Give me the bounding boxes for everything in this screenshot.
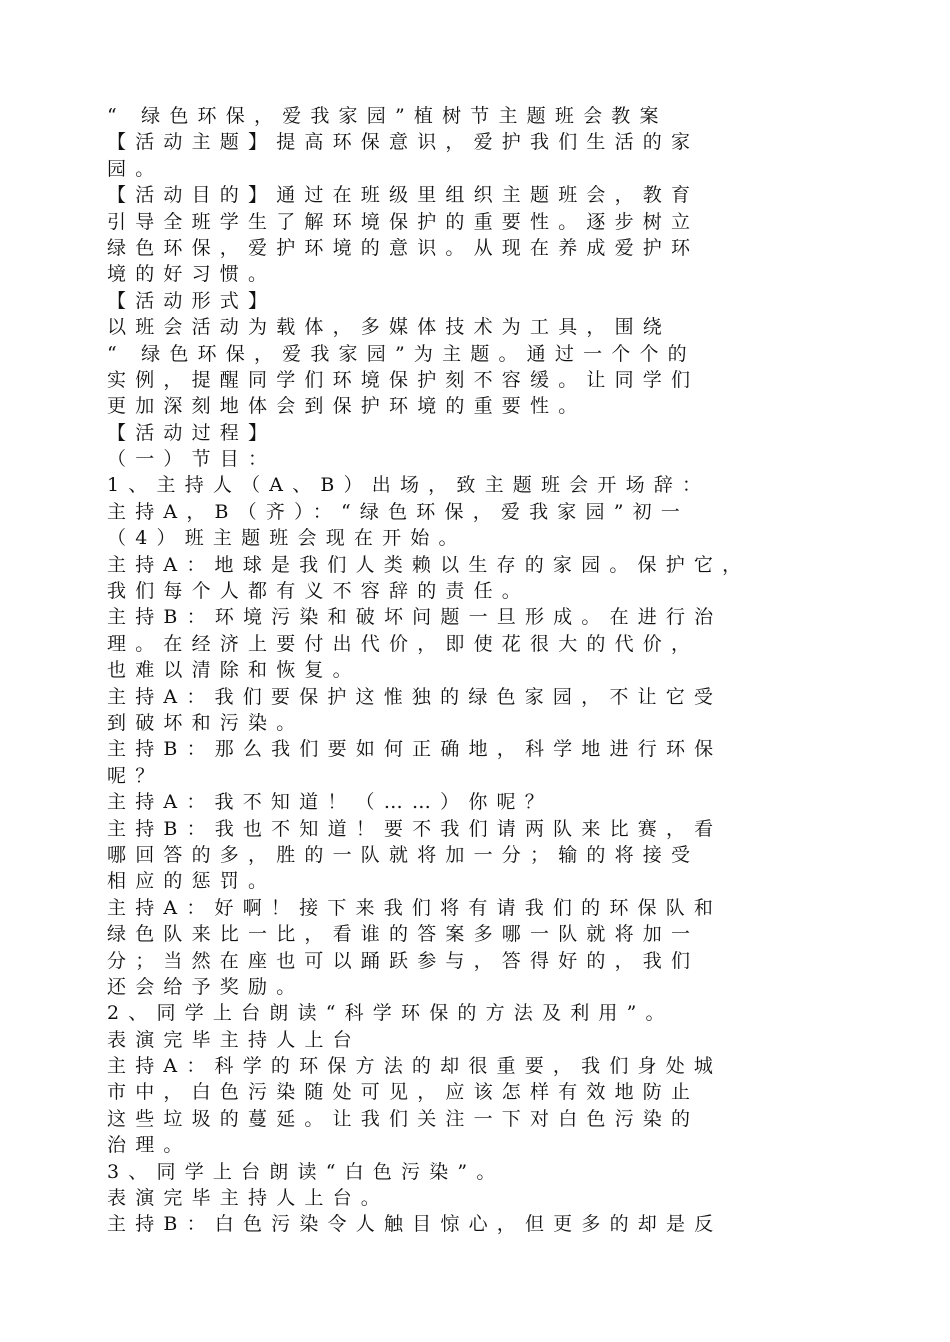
text-line: 主持B：白色污染令人触目惊心，但更多的却是反 <box>107 1213 723 1236</box>
text-line: （4）班主题班会现在开始。 <box>107 527 467 550</box>
text-line: 市中，白色污染随处可见，应该怎样有效地防止 <box>107 1081 700 1104</box>
text-line: 这些垃圾的蔓延。让我们关注一下对白色污染的 <box>107 1107 700 1130</box>
text-line: 引导全班学生了解环境保护的重要性。逐步树立 <box>107 210 700 233</box>
text-line: 治理。 <box>107 1134 192 1157</box>
text-line: 主持A：我不知道！（……）你呢？ <box>107 791 553 814</box>
text-line: 主持B：那么我们要如何正确地，科学地进行环保 <box>107 738 723 761</box>
text-line: 相应的惩罚。 <box>107 870 277 893</box>
subsection-heading: （一）节目： <box>107 448 277 471</box>
document-title: “ 绿色环保，爱我家园”植树节主题班会教案 <box>107 105 668 127</box>
text-line: 境的好习惯。 <box>107 263 277 286</box>
text-line: 还会给予奖励。 <box>107 975 305 998</box>
text-line: 绿色队来比一比，看谁的答案多哪一队就将加一 <box>107 923 700 946</box>
text-line: 理。在经济上要付出代价，即使花很大的代价， <box>107 632 700 655</box>
text-line: 主持B：环境污染和破坏问题一旦形成。在进行治 <box>107 606 723 629</box>
text-line: “ 绿色环保，爱我家园”为主题。通过一个个的 <box>107 342 696 365</box>
text-line: 绿色环保，爱护环境的意识。从现在养成爱护环 <box>107 236 700 259</box>
text-line: 主持A：我们要保护这惟独的绿色家园，不让它受 <box>107 685 723 708</box>
text-line: 实例，提醒同学们环境保护刻不容缓。让同学们 <box>107 368 700 391</box>
text-line: 表演完毕主持人上台 <box>107 1028 361 1051</box>
section-heading: 【活动形式】 <box>107 289 277 312</box>
text-line: 3、同学上台朗读“白色污染”。 <box>107 1160 505 1183</box>
text-line: 呢？ <box>107 764 164 787</box>
text-line: 2、同学上台朗读“科学环保的方法及利用”。 <box>107 1002 674 1025</box>
text-line: 主持B：我也不知道！要不我们请两队来比赛，看 <box>107 817 723 840</box>
text-line: 我们每个人都有义不容辞的责任。 <box>107 580 531 603</box>
text-line: 【活动主题】提高环保意识，爱护我们生活的家 <box>107 131 700 154</box>
text-line: 1、主持人（A、B）出场，致主题班会开场辞： <box>107 474 711 497</box>
text-line: 到破坏和污染。 <box>107 711 305 734</box>
document-page <box>107 103 857 1238</box>
text-line: 主持A：科学的环保方法的却很重要，我们身处城 <box>107 1055 723 1078</box>
section-heading: 【活动过程】 <box>107 421 277 444</box>
text-line: 主持A：地球是我们人类赖以生存的家园。保护它， <box>107 553 751 576</box>
text-line: 主持A，B（齐）：“绿色环保，爱我家园”初一 <box>107 500 690 523</box>
text-line: 也难以清除和恢复。 <box>107 659 361 682</box>
text-line: 主持A：好啊！接下来我们将有请我们的环保队和 <box>107 896 723 919</box>
text-line: 表演完毕主持人上台。 <box>107 1187 390 1210</box>
text-line: 园。 <box>107 157 164 180</box>
text-line: 更加深刻地体会到保护环境的重要性。 <box>107 395 587 418</box>
text-line: 哪回答的多，胜的一队就将加一分；输的将接受 <box>107 843 700 866</box>
text-line: 分；当然在座也可以踊跃参与，答得好的，我们 <box>107 949 700 972</box>
text-line: 【活动目的】通过在班级里组织主题班会，教育 <box>107 184 700 207</box>
text-line: 以班会活动为载体，多媒体技术为工具，围绕 <box>107 316 672 339</box>
